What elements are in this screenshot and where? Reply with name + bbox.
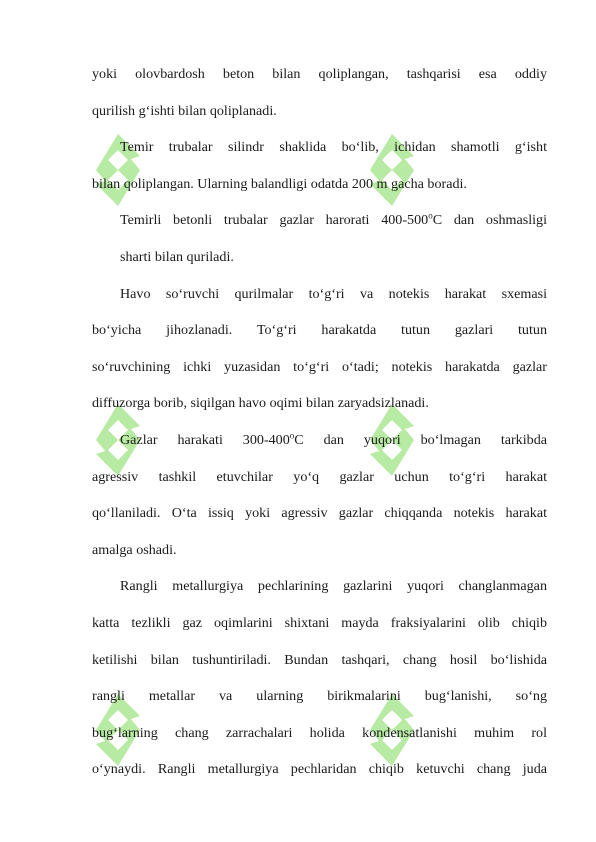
text-line (92, 422, 547, 459)
text-line-content: diffuzorga borib, siqilgan havo oqimi bilan zaryadsizlanadi. (92, 395, 429, 412)
text-line-content: bug‘larning chang zarrachalari holida kondensatlanishi muhim rol (92, 724, 547, 741)
text-line (92, 129, 547, 166)
text-line (92, 642, 547, 679)
text-line-content: o‘ynaydi. Rangli metallurgiya pechlaridan chiqib ketuvchi chang juda (92, 761, 547, 778)
text-line (92, 605, 547, 642)
text-line-content: Temirli betonli trubalar gazlar harorati 400-500 (120, 212, 429, 229)
text-line-content: yoki olovbardosh beton bilan qoliplangan, tashqarisi esa oddiy (92, 66, 547, 82)
text-line-continuation: C dan oshmasligi (432, 212, 547, 229)
text-line (92, 495, 547, 532)
text-line (92, 312, 547, 349)
text-line-content: sharti bilan quriladi. (120, 248, 234, 265)
text-line (92, 276, 547, 313)
text-line (92, 568, 547, 605)
text-line-content: Rangli metallurgiya pechlarining gazlarini yuqori changlanmagan (120, 578, 547, 595)
text-line-content: katta tezlikli gaz oqimlarini shixtani mayda fraksiyalarini olib chiqib (92, 614, 547, 631)
text-line-content: Gazlar harakati 300-400 (120, 431, 290, 448)
text-line (92, 678, 547, 715)
text-line-content: bilan qoliplangan. Ularning balandligi odatda 200 m gacha boradi. (92, 175, 467, 192)
text-line-content: so‘ruvchining ichki yuzasidan to‘g‘ri o‘tadi; notekis harakatda gazlar (92, 358, 547, 375)
text-line (92, 532, 547, 569)
text-line-content: ketilishi bilan tushuntiriladi. Bundan tashqari, chang hosil bo‘lishida (92, 651, 547, 668)
text-line-content: qo‘llaniladi. O‘ta issiq yoki agressiv gazlar chiqqanda notekis harakat (92, 505, 547, 522)
text-line (92, 349, 547, 386)
text-line (92, 239, 547, 276)
text-line-content: bo‘yicha jihozlanadi. To‘g‘ri harakatda tutun gazlari tutun (92, 322, 547, 339)
text-line (92, 459, 547, 496)
text-line-content: Havo so‘ruvchi qurilmalar to‘g‘ri va notekis harakat sxemasi (120, 285, 547, 302)
text-line-content: agressiv tashkil etuvchilar yo‘q gazlar uchun to‘g‘ri harakat (92, 468, 547, 485)
text-line-continuation: C dan yuqori bo‘lmagan tarkibda (294, 431, 547, 448)
text-line (92, 202, 547, 239)
text-line-content: rangli metallar va ularning birikmalarini bug‘lanishi, so‘ng (92, 688, 547, 705)
text-line (92, 715, 547, 752)
text-line (92, 751, 547, 788)
text-line (92, 385, 547, 422)
text-line (92, 56, 547, 93)
degree-superscript: o (428, 210, 433, 221)
text-line-content: qurilish g‘ishti bilan qoliplanadi. (92, 102, 277, 119)
text-line-content: Temir trubalar silindr shaklida bo‘lib, ichidan shamotli g‘isht (120, 139, 547, 156)
body-text (92, 56, 547, 788)
text-line (92, 166, 547, 203)
degree-superscript: o (289, 430, 295, 441)
text-line-content: amalga oshadi. (92, 541, 177, 558)
text-line (92, 93, 547, 130)
